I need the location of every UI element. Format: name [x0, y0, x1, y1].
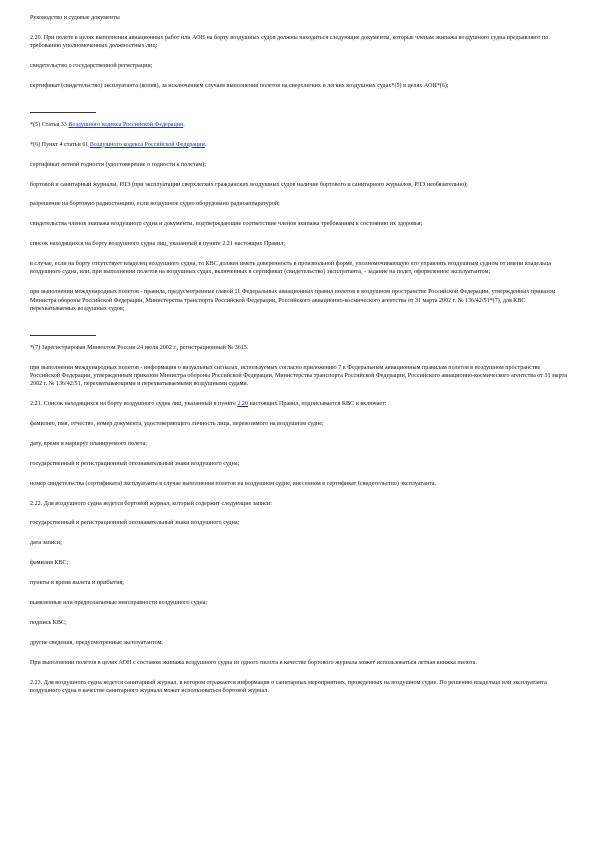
doc-operator-certificate: сертификат (свидетельство) эксплуатанта (копия), за исключением случаев выполнения полетов на сверхлегких и легких воздушных судах*(5) в целях АОН*(6); [30, 82, 449, 89]
paragraph-2-20: 2.20. При полете в целях выполнения авиационных работ или АОН на борту воздушных судов должны находиться следующие документы, которые членам экипажа воздушного судна предъявляют по требованию уполномоченных должностных лиц: [30, 34, 549, 50]
paragraph-2-21-end: настоящих Правил, подписывается КВС и включает: [247, 401, 387, 408]
log-marks: государственный и регистрационный опознавательный знаки воздушного судна; [30, 520, 240, 527]
list-names: фамилию, имя, отчество, номер документа, удостоверяющего личность лица, перевозимого на воздушном судне; [30, 421, 324, 428]
footnote-6-link[interactable]: Воздушного кодекса Российской Федерации [89, 141, 205, 148]
list-date: дату, время и маршрут планируемого полета; [30, 440, 147, 447]
footnote-divider-2 [30, 335, 96, 336]
footnote-divider [30, 112, 96, 113]
paragraph-2-22: 2.22. Для воздушного судна ведется бортовой журнал, который содержит следующие записи: [30, 500, 272, 507]
list-marks: государственный и регистрационный опознавательный знаки воздушного судна; [30, 460, 240, 467]
log-pic: фамилия КВС; [30, 560, 69, 567]
log-defects: выявленные или предполагаемые неисправности воздушного судна; [30, 600, 208, 607]
log-points: пункты и время вылета и прибытия; [30, 580, 124, 587]
footnote-6-end: . [204, 141, 207, 148]
footnote-5-link[interactable]: Воздушного кодекса Российской Федерации [68, 121, 184, 128]
section-heading: Руководство и судовые документы [30, 15, 120, 21]
footnote-6 [30, 141, 567, 149]
doc-registration: свидетельство о государственной регистрации; [30, 63, 153, 70]
footnote-5-end: . [183, 121, 185, 128]
log-sign: подпись КВС; [30, 619, 67, 626]
log-other: другие сведения, предусмотренные эксплуатантом. [30, 639, 163, 646]
footnote-7: *(7) Зарегистрирован Минюстом России 24 июля 2002 г., регистрационный № 3615. [30, 344, 249, 351]
doc-crew-list: список находящихся на борту воздушного судна лиц, указанный в пункте 2.21 настоящих Правил; [30, 241, 285, 248]
paragraph-2-21 [30, 400, 567, 408]
log-single-pilot: При выполнении полетов в целях АОН с составом экипажа воздушного судна из одного пилота в качестве бортового журнала может использоваться летная книжка пилота. [30, 659, 477, 666]
footnote-5-text: *(5) Статья 33 [30, 121, 69, 128]
paragraph-2-20-link[interactable]: 2.20 [237, 401, 248, 408]
doc-airworthiness: сертификат летной годности (удостоверение о годности к полетам); [30, 161, 206, 168]
doc-international: при выполнении международных полетов - правила, предусмотренные главой 11 Федеральных авиационных правил полетов в воздушном пространстве Российской Федерации, утвержденных приказом Министра обороны Российской Федерации, Министерства транспорта Российской Федерации, Российского авиационно-космического агентства от 31 марта 2002 г. № 136/42/51*(7), для КВС перехватываемых воздушных судов; [30, 289, 556, 312]
log-date: дата записи; [30, 540, 62, 547]
paragraph-2-23: 2.23. Для воздушного судна ведется санитарный журнал, в котором отражается информация о санитарных мероприятиях, проведенных на воздушном судне. По решению владельца или эксплуатанта воздушного судна в качестве санитарного журнала может использоваться бортовой журнал. [30, 679, 547, 694]
doc-crew: свидетельства членов экипажа воздушного судна и документы, подтверждающие соответствие членов экипажа требованиям к состоянию их здоровья; [30, 221, 423, 228]
doc-international-signals: при выполнении международных полетов - информация о визуальных сигналах, используемых согласно приложению 7 к Федеральным авиационным правилам полетов в воздушном пространстве Российской Федерации, утвержденным приказом Министра обороны Российской Федерации, Министерства транспорта Российской Федерации, Российского авиационно-космического агентства от 31 марта 2002 г. № 136/42/51, перехватывающими и перехватываемыми воздушными судами. [30, 364, 568, 388]
doc-owner: в случае, если на борту отсутствует владелец воздушного судна, то КВС должен иметь доверенность в произвольной форме, уполномочивающую его управлять воздушным судном от имени владельца воздушного судна, или, при выполнении полетов на воздушных судах, включенных в сертификат (свидетельство) эксплуатанта, - задание на полет, оформленное эксплуатантом; [30, 261, 551, 276]
document-page [30, 14, 567, 707]
paragraph-2-21-text: 2.21. Список находящихся на борту воздушного судна лиц, указанный в пункте [30, 401, 238, 408]
list-certificate: номер свидетельства (сертификата) эксплуатанта в случае выполнения полетов на воздушном судне, внесенном в сертификат (свидетельство) эксплуатанта. [30, 480, 437, 487]
footnote-5 [30, 121, 567, 129]
doc-logs: бортовой и санитарный журналы, РЛЭ (при эксплуатации сверхлегких гражданских воздушных судов наличие бортового и санитарного журналов, РЛЭ необязательно); [30, 181, 468, 188]
doc-radio: разрешение на бортовую радиостанцию, если воздушное судно оборудовано радиоаппаратурой; [30, 201, 280, 208]
footnote-6-text: *(6) Пункт 4 статьи 61 [30, 141, 90, 148]
